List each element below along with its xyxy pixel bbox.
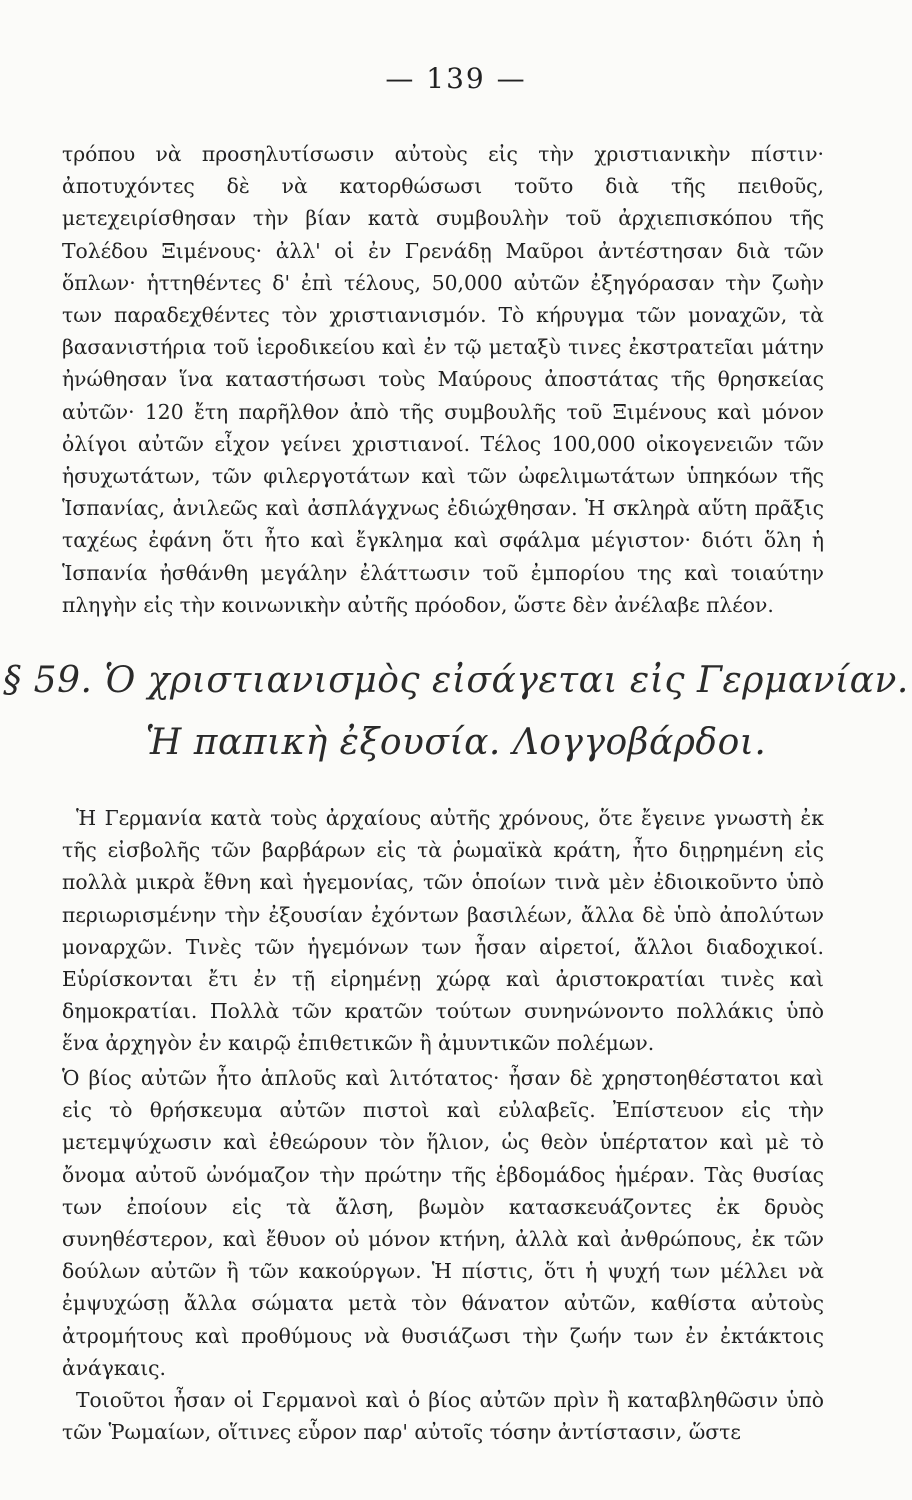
paragraph-1: τρόπου νὰ προσηλυτίσωσιν αὐτοὺς εἰς τὴν χριστιανικὴν πίστιν· ἀποτυχόντες δὲ νὰ κατορθώσωσι τοῦτο διὰ τῆς πειθοῦς, μετεχειρίσθησαν τὴν βίαν κατὰ συμβουλὴν τοῦ ἀρχιεπισκόπου τῆς Τολέδου Ξιμένους· ἀλλ' οἱ ἐν Γρενάδῃ Μαῦροι ἀντέστησαν διὰ τῶν ὅπλων· ἡττηθέντες δ' ἐπὶ τέλους, 50,000 αὐτῶν ἐξηγόρασαν τὴν ζωὴν των παραδεχθέντες τὸν χριστιανισμόν. Τὸ κήρυγμα τῶν μοναχῶν, τὰ βασανιστήρια τοῦ ἱεροδικείου καὶ ἐν τῷ μεταξὺ τινες ἐκστρατεῖαι μάτην ἠνώθησαν ἵνα καταστήσωσι τοὺς Μαύρους ἀποστάτας τῆς θρησκείας αὐτῶν· 120 ἔτη παρῆλθον ἀπὸ τῆς συμβουλῆς τοῦ Ξιμένους καὶ μόνον ὀλίγοι αὐτῶν εἶχον γείνει χριστιανοί. Τέλος 100,000 οἰκογενειῶν τῶν ἡσυχωτάτων, τῶν φιλεργοτάτων καὶ τῶν ὠφελιμωτάτων ὑπηκόων τῆς Ἱσπανίας, ἀνιλεῶς καὶ ἀσπλάγχνως ἐδιώχθησαν. Ἡ σκληρὰ αὕτη πρᾶξις ταχέως ἐφάνη ὅτι ἦτο καὶ ἔγκλημα καὶ σφάλμα μέγιστον· διότι ὅλη ἡ Ἱσπανία ἠσθάνθη μεγάλην ἐλάττωσιν τοῦ ἐμπορίου της καὶ τοιαύτην πληγὴν εἰς τὴν κοινωνικὴν αὐτῆς πρόοδον, ὥστε δὲν ἀνέλαβε πλέον. bbox=[62, 142, 824, 617]
section-heading: § 59. Ὁ χριστιανισμὸς εἰσάγεται εἰς Γερμανίαν. bbox=[3, 660, 909, 701]
section-subheading: Ἡ παπικὴ ἐξουσία. Λογγοβάρδοι. bbox=[145, 722, 767, 763]
paragraph-4: Τοιοῦτοι ἦσαν οἱ Γερμανοὶ καὶ ὁ βίος αὐτῶν πρὶν ἢ καταβληθῶσιν ὑπὸ τῶν Ῥωμαίων, οἵτινες εὗρον παρ' αὐτοῖς τόσην ἀντίστασιν, ὥστε bbox=[62, 1388, 824, 1445]
paragraph-3: Ὁ βίος αὐτῶν ἦτο ἁπλοῦς καὶ λιτότατος· ἦσαν δὲ χρηστοηθέστατοι καὶ εἰς τὸ θρήσκευμα αὐτῶν πιστοὶ καὶ εὐλαβεῖς. Ἐπίστευον εἰς τὴν μετεμψύχωσιν καὶ ἐθεώρουν τὸν ἥλιον, ὡς θεὸν ὑπέρτατον καὶ μὲ τὸ ὄνομα αὐτοῦ ὠνόμαζον τὴν πρώτην τῆς ἑβδομάδος ἡμέραν. Τὰς θυσίας των ἐποίουν εἰς τὰ ἄλση, βωμὸν κατασκευάζοντες ἐκ δρυὸς συνηθέστερον, καὶ ἔθυον οὐ μόνον κτήνη, ἀλλὰ καὶ ἀνθρώπους, ἐκ τῶν δούλων αὐτῶν ἢ τῶν κακούργων. Ἡ πίστις, ὅτι ἡ ψυχή των μέλλει νὰ ἐμψυχώσῃ ἄλλα σώματα μετὰ τὸν θάνατον αὐτῶν, καθίστα αὐτοὺς ἀτρομήτους καὶ προθύμους νὰ θυσιάζωσι τὴν ζωήν των ἐν ἐκτάκτοις ἀνάγκαις. bbox=[62, 1066, 824, 1380]
page-number: — 139 — bbox=[385, 62, 527, 95]
paragraph-2: Ἡ Γερμανία κατὰ τοὺς ἀρχαίους αὐτῆς χρόνους, ὅτε ἔγεινε γνωστὴ ἐκ τῆς εἰσβολῆς τῶν βαρβάρων εἰς τὰ ῥωμαϊκὰ κράτη, ἦτο διῃρημένη εἰς πολλὰ μικρὰ ἔθνη καὶ ἡγεμονίας, τῶν ὁποίων τινὰ μὲν ἐδιοικοῦντο ὑπὸ περιωρισμένην τὴν ἐξουσίαν ἐχόντων βασιλέων, ἄλλα δὲ ὑπὸ ἀπολύτων μοναρχῶν. Τινὲς τῶν ἡγεμόνων των ἦσαν αἱρετοί, ἄλλοι διαδοχικοί. Εὑρίσκονται ἔτι ἐν τῇ εἰρημένῃ χώρᾳ καὶ ἀριστοκρατίαι τινὲς καὶ δημοκρατίαι. Πολλὰ τῶν κρατῶν τούτων συνηνώνοντο πολλάκις ὑπὸ ἕνα ἀρχηγὸν ἐν καιρῷ ἐπιθετικῶν ἢ ἀμυντικῶν πολέμων. bbox=[62, 806, 824, 1056]
